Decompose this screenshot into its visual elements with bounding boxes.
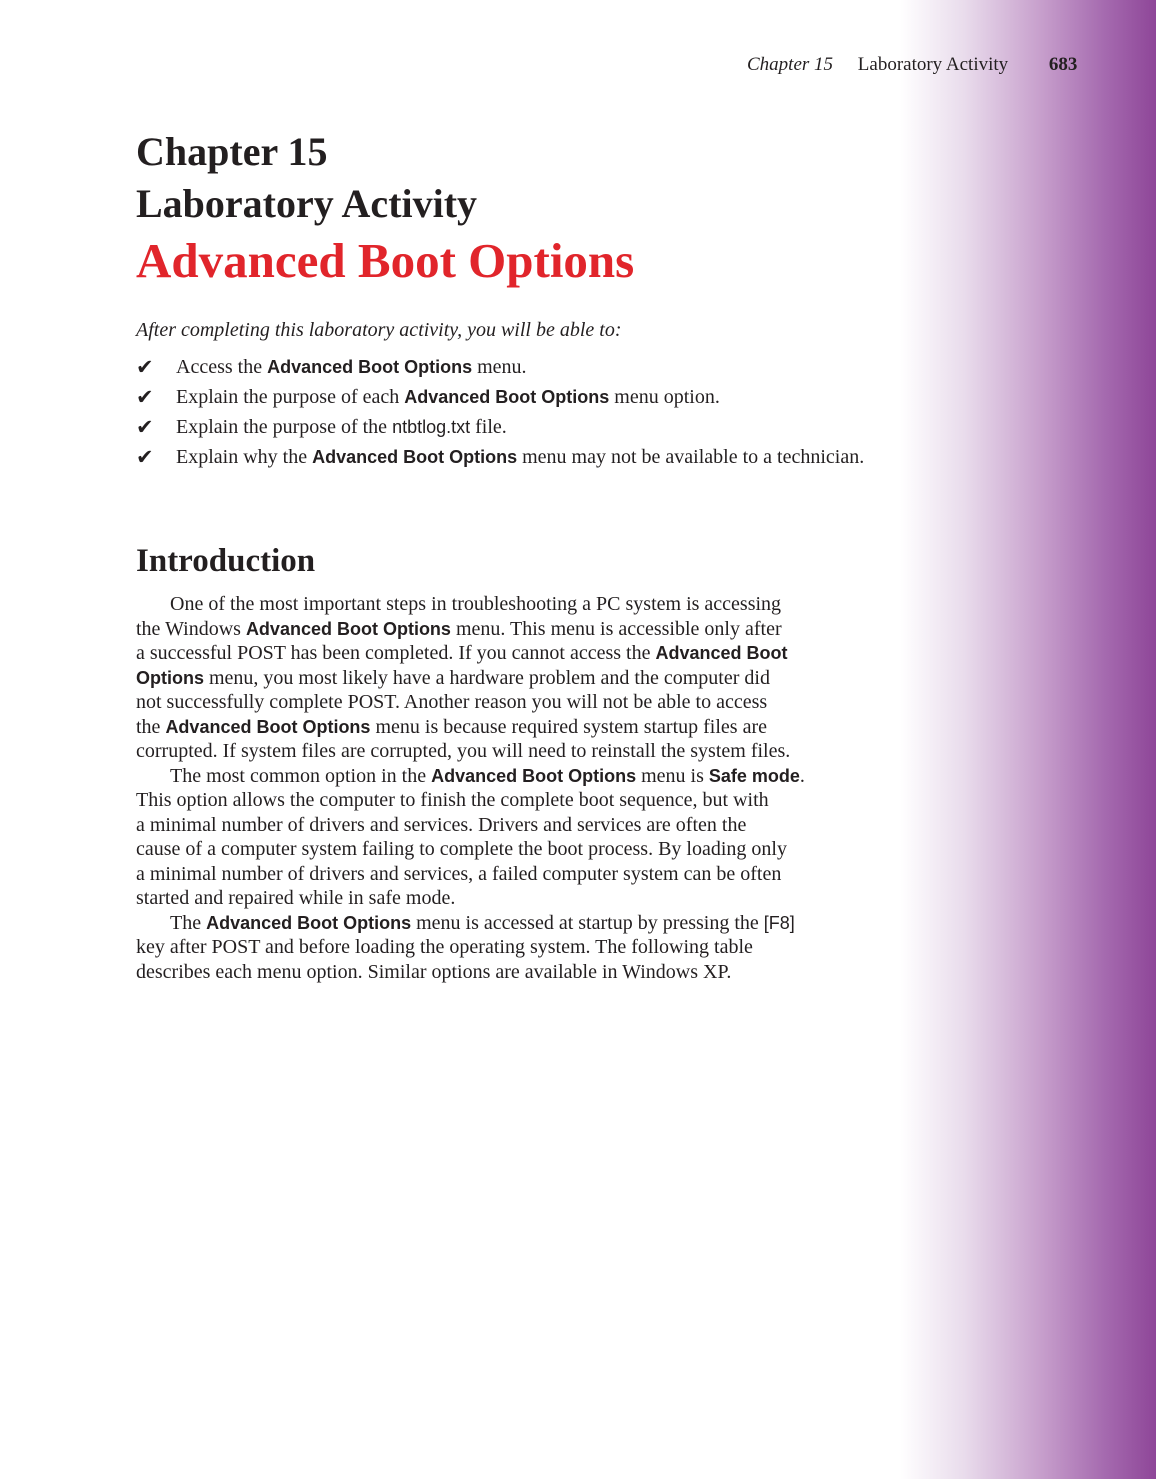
text-run: Access the: [176, 356, 268, 378]
text-run: not successfully complete POST. Another reason you will not be able to access: [136, 691, 768, 713]
checkmark-icon: ✔: [136, 385, 154, 409]
checkmark-icon: ✔: [136, 415, 154, 439]
text-run: menu. This menu is accessible only after: [450, 617, 782, 640]
text-run: menu option.: [609, 386, 720, 408]
text-run: One of the most important steps in troubleshooting a PC system is accessing: [170, 593, 782, 615]
paragraph-line: [136, 862, 896, 887]
introduction-body: [136, 592, 896, 984]
text-run: menu is: [636, 764, 709, 787]
paragraph-line: [136, 641, 896, 666]
paragraph-line: [136, 911, 896, 936]
chapter-heading: Chapter 15: [136, 129, 328, 174]
bold-term: Advanced Boot Options: [267, 357, 473, 377]
text-run: key after POST and before loading the operating system. The following table: [136, 936, 753, 958]
text-run: menu, you most likely have a hardware problem and the computer did: [204, 666, 770, 689]
checkmark-icon: ✔: [136, 355, 154, 379]
page-edge-gradient: [900, 0, 1156, 1479]
paragraph-line: [136, 935, 896, 960]
text-run: cause of a computer system failing to complete the boot process. By loading only: [136, 838, 787, 860]
objective-item: [136, 385, 896, 410]
chapter-subtitle: Laboratory Activity: [136, 181, 478, 226]
text-run: a minimal number of drivers and services. Drivers and services are often the: [136, 813, 747, 836]
text-run: file.: [470, 416, 507, 438]
paragraph-line: [136, 960, 896, 985]
paragraph-line: [136, 715, 896, 740]
paragraph-line: [136, 837, 896, 862]
running-header: [747, 54, 1077, 76]
text-run: Explain the purpose of the: [176, 416, 393, 438]
paragraph-line: [136, 690, 896, 715]
text-run: started and repaired while in safe mode.: [136, 887, 456, 909]
bold-term: Options: [136, 667, 204, 688]
text-run: a minimal number of drivers and services, a failed computer system can be often: [136, 862, 782, 885]
introduction-heading: Introduction: [136, 543, 316, 579]
running-section: Laboratory Activity: [857, 54, 1009, 75]
paragraph-line: [136, 886, 896, 911]
code-term: ntbtlog.txt: [392, 417, 471, 437]
text-run: menu is accessed at startup by pressing the: [411, 911, 764, 934]
running-chapter: Chapter 15: [747, 54, 834, 75]
bold-term: Advanced Boot: [655, 643, 788, 663]
paragraph-line: [136, 592, 896, 617]
page-number: 683: [1048, 54, 1078, 75]
text-run: the Windows: [136, 617, 246, 640]
paragraph-line: [136, 666, 896, 691]
paragraph-line: [136, 739, 896, 764]
text-run: menu.: [472, 356, 527, 378]
text-run: The: [170, 911, 207, 934]
checkmark-icon: ✔: [136, 445, 154, 469]
text-run: the: [136, 715, 166, 738]
paragraph-line: [136, 813, 896, 838]
code-term: [F8]: [763, 912, 795, 933]
objective-item: [136, 415, 896, 440]
text-run: describes each menu option. Similar options are available in Windows XP.: [136, 960, 732, 983]
paragraph-line: [136, 764, 896, 789]
page-title: Advanced Boot Options: [136, 233, 635, 288]
bold-term: Advanced Boot Options: [404, 387, 610, 407]
bold-term: Safe mode: [708, 765, 800, 786]
text-run: menu may not be available to a technician.: [517, 446, 865, 468]
objectives-list: [136, 355, 896, 475]
objective-item: [136, 445, 896, 470]
text-run: .: [799, 764, 805, 787]
bold-term: Advanced Boot Options: [206, 912, 412, 933]
paragraph-line: [136, 788, 896, 813]
text-run: a successful POST has been completed. If you cannot access the: [136, 642, 656, 664]
bold-term: Advanced Boot Options: [165, 716, 371, 737]
text-run: Explain why the: [176, 446, 313, 468]
text-run: menu is because required system startup files are: [370, 715, 767, 738]
text-run: corrupted. If system files are corrupted, you will need to reinstall the system files.: [136, 740, 791, 762]
text-run: This option allows the computer to finish the complete boot sequence, but with: [136, 789, 769, 811]
bold-term: Advanced Boot Options: [312, 447, 518, 467]
text-run: The most common option in the: [170, 764, 432, 787]
paragraph-line: [136, 617, 896, 642]
objective-item: [136, 355, 896, 380]
bold-term: Advanced Boot Options: [431, 765, 637, 786]
bold-term: Advanced Boot Options: [245, 618, 451, 639]
objectives-intro: After completing this laboratory activity, you will be able to:: [136, 319, 622, 341]
text-run: Explain the purpose of each: [176, 386, 405, 408]
